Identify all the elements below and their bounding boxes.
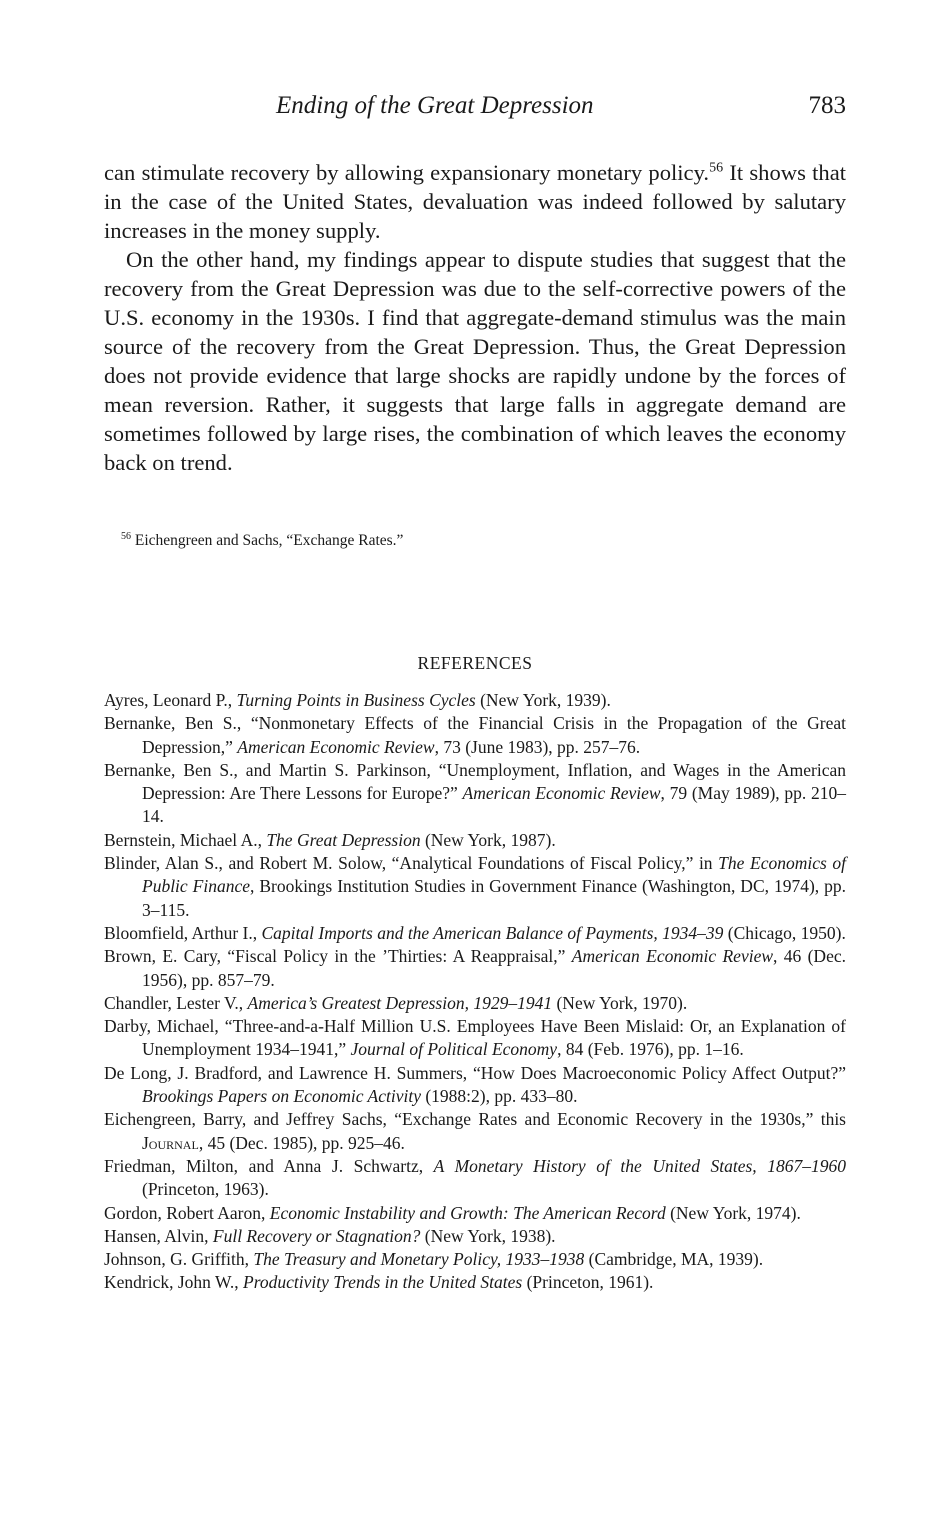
reference-entry — [104, 1155, 846, 1202]
running-head — [104, 92, 846, 126]
reference-details: (New York, 1974). — [665, 1202, 801, 1223]
reference-entry — [104, 1271, 846, 1294]
reference-title: The Great Depression — [266, 829, 421, 850]
reference-entry — [104, 759, 846, 829]
reference-title: Journal of Political Economy — [350, 1039, 558, 1060]
reference-details: (1988:2), pp. 433–80. — [420, 1086, 578, 1107]
reference-text: Hansen, Alvin, — [104, 1225, 213, 1246]
reference-entry — [104, 1015, 846, 1062]
reference-text: Gordon, Robert Aaron, — [104, 1202, 270, 1223]
references-list — [104, 689, 846, 1295]
reference-text: Bernanke, Ben S., “Nonmonetary Effects of the Financial Crisis in the Propagation of the Great Depression,” — [104, 713, 846, 757]
paragraph-1-continuation: It shows that in the case of the United States, devaluation was indeed followed by salutary increases in the money supply. — [104, 160, 847, 243]
reference-details: , 73 (June 1983), pp. 257–76. — [434, 736, 641, 757]
reference-details: , 79 (May 1989), pp. 210–14. — [142, 783, 846, 827]
reference-title: American Economic Review — [571, 946, 774, 967]
reference-entry — [104, 992, 846, 1015]
reference-details: (Princeton, 1961). — [522, 1272, 654, 1293]
reference-details: (Chicago, 1950). — [723, 922, 846, 943]
page-number: 783 — [808, 92, 846, 119]
reference-details: , Brookings Institution Studies in Government Finance (Washington, DC, 1974), pp. 3–115. — [142, 876, 846, 920]
reference-entry — [104, 712, 846, 759]
reference-title: Turning Points in Business Cycles — [236, 690, 476, 710]
reference-text: Bernanke, Ben S., and Martin S. Parkinson, “Unemployment, Inflation, and Wages in the American Depression: Are There Lessons for Europe?” — [104, 759, 846, 804]
reference-title: American Economic Review — [462, 783, 661, 804]
reference-entry — [104, 689, 846, 712]
reference-text: Johnson, G. Griffith, — [104, 1249, 254, 1270]
reference-title: The Economics of Public Finance — [142, 853, 846, 897]
footnote-marker[interactable]: 56 — [709, 160, 724, 176]
reference-text: Friedman, Milton, and Anna J. Schwartz, — [104, 1155, 434, 1176]
reference-title: American Economic Review — [237, 736, 435, 757]
reference-text: Chandler, Lester V., — [104, 992, 248, 1013]
reference-entry — [104, 852, 846, 922]
reference-entry — [104, 922, 846, 945]
paragraph-2: On the other hand, my findings appear to dispute studies that suggest that the recovery from the Great Depression was due to the self-corrective powers of the U.S. economy in the 1930s. I find that aggregate-demand stimulus was the main source of the recovery from the Great Depression. Thus, the Great Depression does not provide evidence that large shocks are rapidly undone by the forces of mean reversion. Rather, it suggests that large falls in aggregate demand are sometimes followed by large rises, the combination of which leaves the economy back on trend. — [104, 247, 846, 475]
running-title: Ending of the Great Depression — [276, 92, 594, 119]
reference-entry — [104, 1202, 846, 1225]
reference-text: Blinder, Alan S., and Robert M. Solow, “Analytical Foundations of Fiscal Policy,” in — [104, 853, 719, 874]
reference-title: Full Recovery or Stagnation? — [212, 1225, 421, 1246]
paragraph-1 — [104, 158, 846, 245]
reference-details: (Princeton, 1963). — [142, 1179, 269, 1200]
reference-details: (New York, 1970). — [552, 992, 688, 1013]
reference-title: A Monetary History of the United States, 1867–1960 — [433, 1155, 846, 1176]
reference-title: Economic Instability and Growth: The American Record — [269, 1202, 666, 1223]
reference-details: (Cambridge, MA, 1939). — [584, 1249, 764, 1270]
reference-entry — [104, 829, 846, 852]
reference-entry — [104, 1108, 846, 1155]
reference-title: The Treasury and Monetary Policy, 1933–1938 — [253, 1249, 585, 1270]
footnote — [121, 532, 403, 550]
reference-details: (New York, 1939). — [475, 690, 611, 710]
reference-details: , 84 (Feb. 1976), pp. 1–16. — [557, 1039, 744, 1060]
reference-details: (New York, 1938). — [420, 1225, 556, 1246]
reference-text: Darby, Michael, “Three-and-a-Half Million U.S. Employees Have Been Mislaid: Or, an Explanation of Unemployment 1934–1941,” — [104, 1016, 846, 1060]
reference-text: Bernstein, Michael A., — [104, 829, 267, 850]
reference-text: Kendrick, John W., — [104, 1272, 244, 1293]
reference-journal-name: Journal — [142, 1132, 199, 1153]
reference-text: Brown, E. Cary, “Fiscal Policy in the ’Thirties: A Reappraisal,” — [104, 946, 572, 967]
reference-details: , 45 (Dec. 1985), pp. 925–46. — [198, 1132, 405, 1153]
reference-entry — [104, 945, 846, 992]
reference-title: Capital Imports and the American Balance of Payments, 1934–39 — [261, 922, 724, 943]
paragraph-1-text: can stimulate recovery by allowing expansionary monetary policy. — [104, 160, 710, 185]
reference-title: Productivity Trends in the United States — [243, 1272, 523, 1293]
reference-title: America’s Greatest Depression, 1929–1941 — [247, 992, 553, 1013]
reference-text: Bloomfield, Arthur I., — [104, 922, 262, 943]
reference-text: Ayres, Leonard P., — [104, 690, 237, 710]
reference-entry — [104, 1225, 846, 1248]
reference-text: De Long, J. Bradford, and Lawrence H. Summers, “How Does Macroeconomic Policy Affect Output?” — [104, 1062, 846, 1083]
references-heading: REFERENCES — [417, 653, 533, 673]
reference-title: Brookings Papers on Economic Activity — [142, 1086, 421, 1107]
reference-details: , 46 (Dec. 1956), pp. 857–79. — [142, 946, 846, 990]
reference-entry — [104, 1062, 846, 1109]
footnote-text: Eichengreen and Sachs, “Exchange Rates.” — [131, 532, 404, 549]
body-text — [104, 158, 846, 477]
footnote-number: 56 — [121, 530, 131, 542]
reference-details: (New York, 1987). — [420, 829, 556, 850]
reference-text: Eichengreen, Barry, and Jeffrey Sachs, “Exchange Rates and Economic Recovery in the 1930s,” this — [104, 1109, 846, 1130]
reference-entry — [104, 1248, 846, 1271]
